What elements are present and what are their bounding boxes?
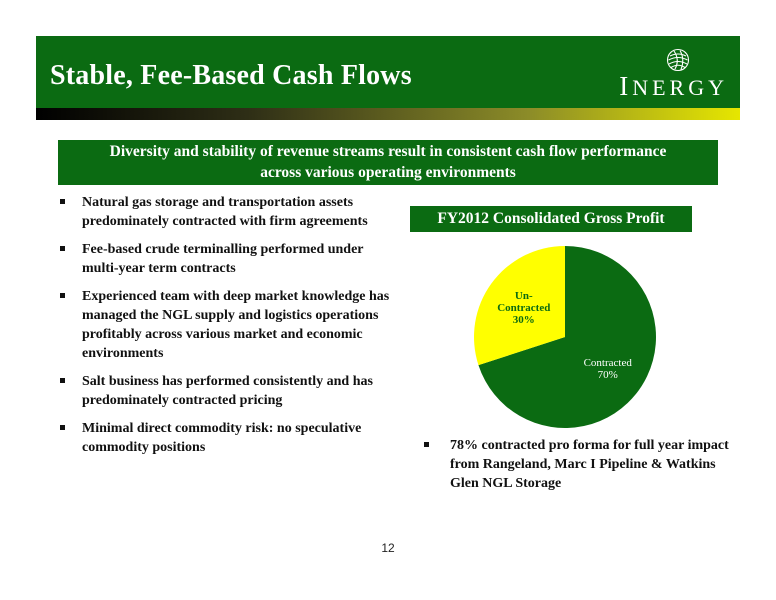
pie-chart <box>470 246 660 428</box>
bullet-square-icon <box>60 293 65 298</box>
accent-gradient-line <box>36 108 740 120</box>
pie-label-un-contracted: Un-Contracted 30% <box>497 290 551 327</box>
bullet-list <box>58 193 398 466</box>
bullet-item: Fee-based crude terminalling performed under multi-year term contracts <box>58 240 398 278</box>
pro-forma-bullet-list <box>420 436 730 493</box>
summary-banner <box>58 140 718 185</box>
bullet-item: Salt business has performed consistently and has predominately contracted pricing <box>58 372 398 410</box>
logo-wordmark: INERGY <box>619 71 728 101</box>
bullet-item: Minimal direct commodity risk: no speculative commodity positions <box>58 419 398 457</box>
bullet-square-icon <box>60 246 65 251</box>
company-logo <box>619 48 728 102</box>
swirl-globe-icon <box>666 48 690 72</box>
bullet-item: Natural gas storage and transportation assets predominately contracted with firm agreements <box>58 193 398 231</box>
bullet-square-icon <box>60 199 65 204</box>
bullet-square-icon <box>60 425 65 430</box>
bullet-square-icon <box>424 442 429 447</box>
bullet-square-icon <box>60 378 65 383</box>
chart-title: FY2012 Consolidated Gross Profit <box>410 206 692 232</box>
bullet-item: Experienced team with deep market knowledge has managed the NGL supply and logistics operations profitably across various market and economic environments <box>58 287 398 363</box>
page-number: 12 <box>381 541 395 555</box>
banner-line-1: Diversity and stability of revenue streams result in consistent cash flow performance <box>109 143 667 160</box>
header-bar <box>36 36 740 108</box>
pie-label-contracted: Contracted 70% <box>583 357 632 382</box>
banner-line-2: across various operating environments <box>260 164 516 181</box>
slide-title: Stable, Fee-Based Cash Flows <box>50 60 412 91</box>
bullet-item: 78% contracted pro forma for full year impact from Rangeland, Marc I Pipeline & Watkins Glen NGL Storage <box>420 436 730 493</box>
